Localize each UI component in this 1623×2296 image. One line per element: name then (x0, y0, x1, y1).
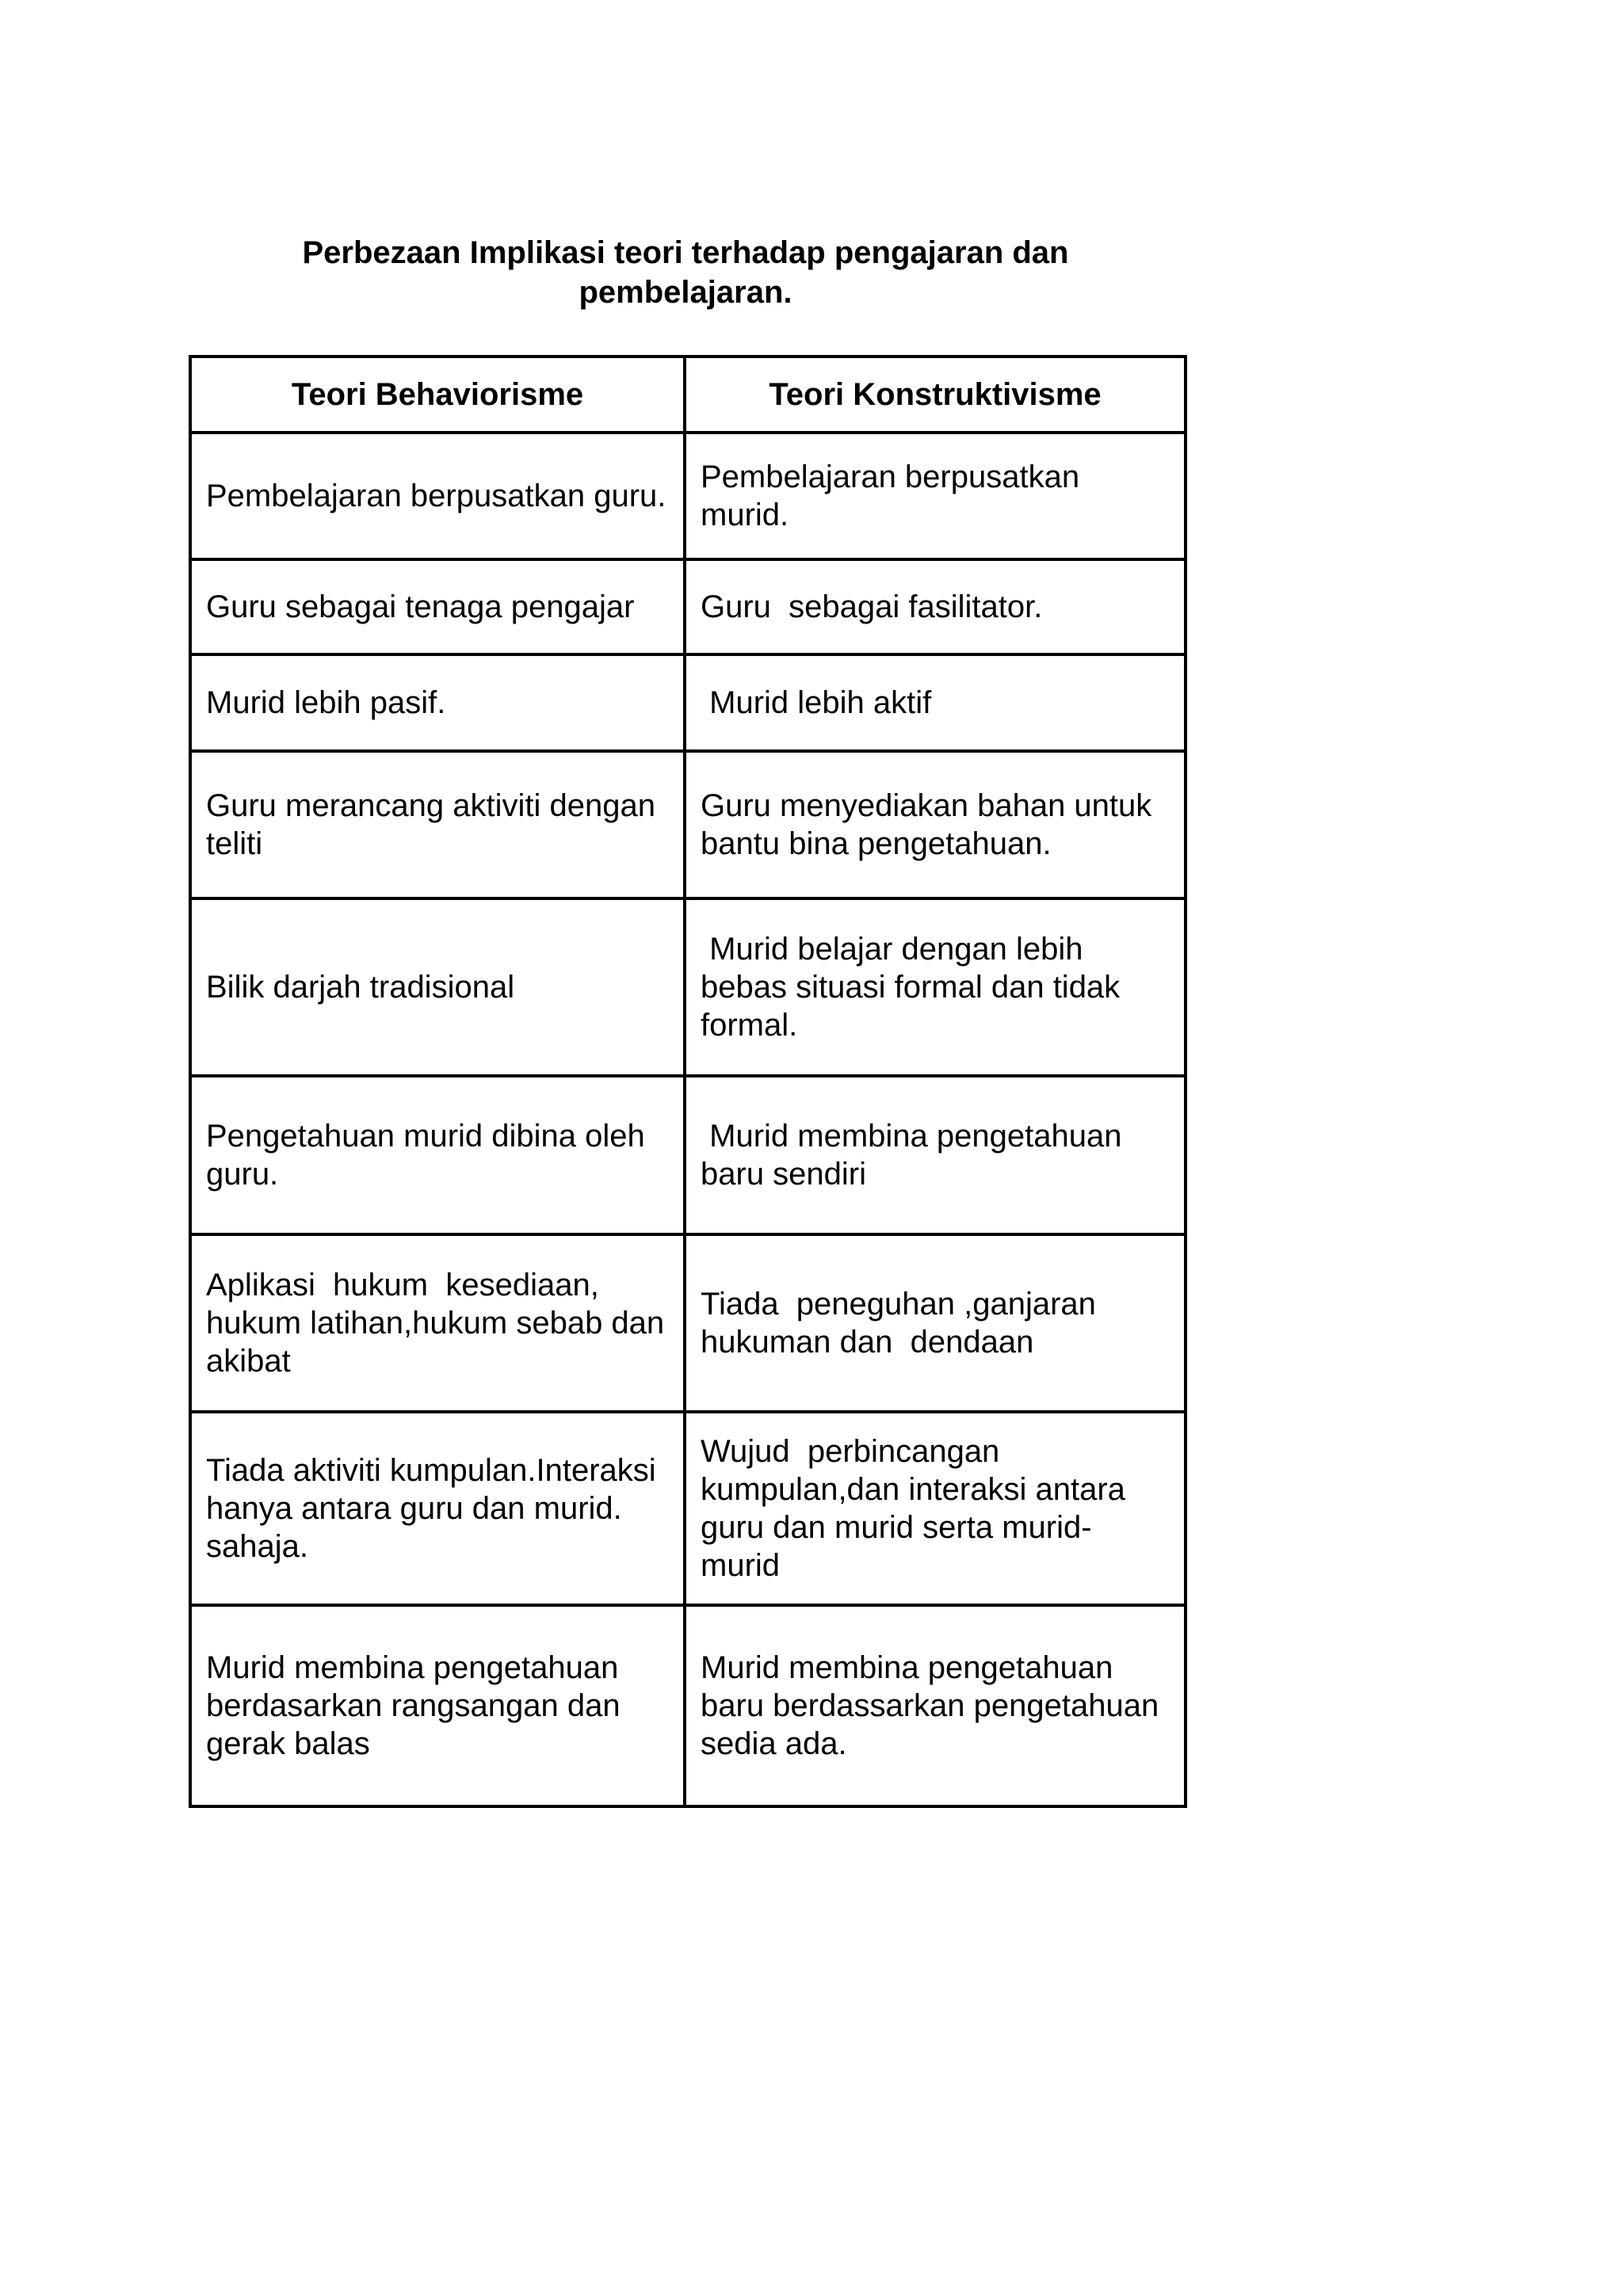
cell-konstruktivisme (685, 751, 1186, 898)
table-row (190, 1234, 1186, 1412)
cell-text: Tiada aktiviti kumpulan.Interaksi hanya antara guru dan murid. sahaja. (206, 1453, 665, 1564)
cell-text: Guru sebagai tenaga pengajar (206, 589, 635, 624)
cell-text: Murid lebih pasif. (206, 685, 446, 720)
cell-behaviorisme (190, 1412, 685, 1605)
cell-text: Pengetahuan murid dibina oleh guru. (206, 1119, 654, 1192)
table-header-row (190, 357, 1186, 433)
cell-behaviorisme (190, 1234, 685, 1412)
cell-behaviorisme (190, 433, 685, 559)
cell-konstruktivisme (685, 1412, 1186, 1605)
table-row (190, 654, 1186, 751)
cell-text: Aplikasi hukum kesediaan, hukum latihan,hukum sebab dan akibat (206, 1268, 674, 1379)
page-title-line-2: pembelajaran. (579, 275, 792, 310)
cell-text: Tiada peneguhan ,ganjaran hukuman dan dendaan (701, 1287, 1106, 1360)
table-row (190, 559, 1186, 654)
cell-text: Murid membina pengetahuan baru sendiri (701, 1119, 1131, 1192)
cell-text: Wujud perbincangan kumpulan,dan interaksi antara guru dan murid serta murid-murid (701, 1434, 1135, 1583)
table-row (190, 1605, 1186, 1806)
cell-konstruktivisme (685, 559, 1186, 654)
cell-behaviorisme (190, 1605, 685, 1806)
cell-text: Murid lebih aktif (701, 685, 932, 720)
cell-behaviorisme (190, 559, 685, 654)
cell-behaviorisme (190, 1076, 685, 1234)
cell-text: Guru sebagai fasilitator. (701, 589, 1043, 624)
table-row (190, 1076, 1186, 1234)
cell-konstruktivisme (685, 898, 1186, 1076)
cell-text: Pembelajaran berpusatkan murid. (701, 460, 1089, 532)
cell-text: Murid membina pengetahuan berdasarkan rangsangan dan gerak balas (206, 1650, 629, 1761)
table-row (190, 1412, 1186, 1605)
cell-konstruktivisme (685, 1234, 1186, 1412)
cell-konstruktivisme (685, 1076, 1186, 1234)
cell-text: Murid belajar dengan lebih bebas situasi formal dan tidak formal. (701, 932, 1129, 1043)
column-header-behaviorisme: Teori Behaviorisme (190, 357, 685, 433)
cell-text: Guru menyediakan bahan untuk bantu bina pengetahuan. (701, 788, 1161, 861)
cell-behaviorisme (190, 751, 685, 898)
cell-konstruktivisme (685, 433, 1186, 559)
cell-konstruktivisme (685, 654, 1186, 751)
cell-konstruktivisme (685, 1605, 1186, 1806)
comparison-table (189, 355, 1187, 1808)
page-title (238, 233, 1133, 312)
cell-text: Bilik darjah tradisional (206, 970, 515, 1005)
column-header-konstruktivisme: Teori Konstruktivisme (685, 357, 1186, 433)
cell-text: Murid membina pengetahuan baru berdassarkan pengetahuan sedia ada. (701, 1650, 1168, 1761)
cell-text: Pembelajaran berpusatkan guru. (206, 479, 666, 513)
table-row (190, 751, 1186, 898)
page-title-line-1: Perbezaan Implikasi teori terhadap pengajaran dan (302, 235, 1069, 270)
cell-behaviorisme (190, 898, 685, 1076)
cell-behaviorisme (190, 654, 685, 751)
cell-text: Guru merancang aktiviti dengan teliti (206, 788, 665, 861)
table-row (190, 898, 1186, 1076)
table-row (190, 433, 1186, 559)
